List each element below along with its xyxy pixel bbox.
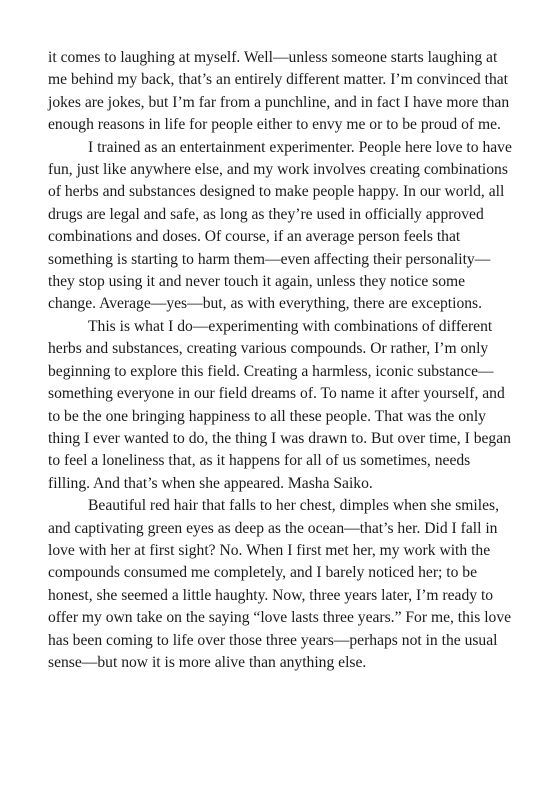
paragraph-entertainment-experimenter: I trained as an entertainment experimenter. People here love to have fun, just like anywhere else, and my work involves creating combinations of herbs and substances designed to make people happy. In our world, all drugs are legal and safe, as long as they’re used in officially approved combinations and doses. Of course, if an average person feels that something is starting to harm them—even affecting their personality—they stop using it and never touch it again, unless they notice some change. Average—yes—but, as with everything, there are exceptions. <box>48 138 512 313</box>
paragraph-compounds: This is what I do—experimenting with combinations of different herbs and substances, creating various compounds. Or rather, I’m only beginning to explore this field. Creating a harmless, iconic substance—something everyone in our field dreams of. To name it after yourself, and to be the one bringing happiness to all these people. That was the only thing I ever wanted to do, the thing I was drawn to. But over time, I began to feel a loneliness that, as it happens for all of us sometimes, needs filling. And that’s when she appeared. Masha Saiko. <box>48 317 511 492</box>
paragraph-masha-saiko: Beautiful red hair that falls to her chest, dimples when she smiles, and captivating green eyes as deep as the ocean—that’s her. Did I fall in love with her at first sight? No. When I first met her, my work with the compounds consumed me completely, and I barely noticed her; to be honest, she seemed a little haughty. Now, three years later, I’m ready to offer my own take on the saying “love lasts three years.” For me, this love has been coming to life over those three years—perhaps not in the usual sense—but now it is more alive than anything else. <box>48 497 512 671</box>
document-page <box>48 47 514 674</box>
paragraph-continuation: it comes to laughing at myself. Well—unless someone starts laughing at me behind my back, that’s an entirely different matter. I’m convinced that jokes are jokes, but I’m far from a punchline, and in fact I have more than enough reasons in life for people either to envy me or to be proud of me. <box>48 49 510 134</box>
